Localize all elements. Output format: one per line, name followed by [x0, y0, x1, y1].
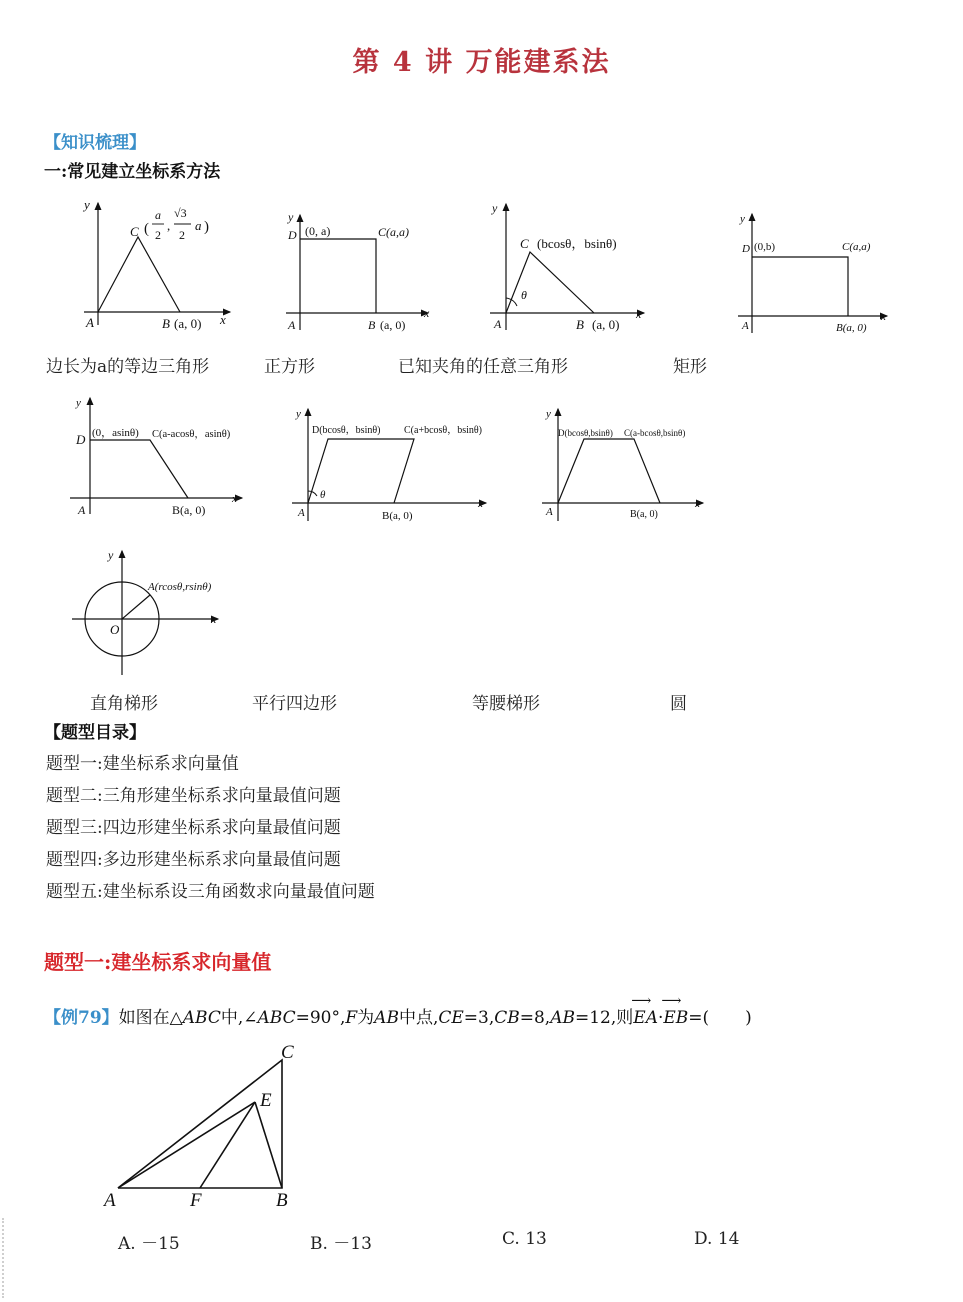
- point-b-label: B(a, 0): [836, 322, 867, 334]
- point-e-label: E: [260, 1090, 272, 1111]
- point-c-label: C: [281, 1042, 294, 1063]
- vector-ea: ⟶ EA: [633, 1008, 658, 1028]
- fig-right-trapezoid: [64, 392, 254, 520]
- vector-eb: ⟶ EB: [663, 1008, 688, 1028]
- caption-rectangle: 矩形: [673, 357, 707, 377]
- fig-rectangle: [732, 208, 892, 340]
- segment-ab: AB: [374, 1008, 399, 1028]
- x-axis-label: x: [211, 612, 217, 626]
- point-c-label: C(a,a): [378, 225, 409, 239]
- point-b-coord: (a, 0): [174, 316, 202, 331]
- point-b-label: B(a, 0): [172, 503, 206, 517]
- point-a-label: A: [742, 320, 749, 332]
- dot-operator: ·: [657, 1008, 664, 1028]
- y-axis-label: y: [492, 201, 498, 215]
- margin-dots: [2, 1218, 6, 1298]
- point-d-label: D(bcosθ，bsinθ): [312, 425, 381, 436]
- point-c-label: C(a+bcosθ，bsinθ): [404, 425, 482, 436]
- x-axis-label: x: [232, 493, 237, 505]
- catalog-item: 题型二:三角形建坐标系求向量最值问题: [46, 786, 341, 806]
- point-c-label: C: [130, 224, 139, 239]
- x-axis-label: x: [424, 306, 430, 320]
- frac-sqrt3: √3: [174, 206, 187, 220]
- angle-theta: θ: [320, 489, 326, 501]
- example-text: 如图在△: [118, 1008, 183, 1028]
- example-text: =(: [688, 1008, 710, 1028]
- catalog-item: 题型五:建坐标系设三角函数求向量最值问题: [46, 882, 375, 902]
- point-c-label: C: [520, 236, 529, 251]
- caption-right-trapezoid: 直角梯形: [90, 694, 158, 714]
- fig-equilateral-triangle: [70, 195, 250, 340]
- point-a-label: A: [104, 1190, 116, 1211]
- example-text: ): [745, 1008, 752, 1028]
- point-b-coord: (a, 0): [380, 318, 406, 332]
- point-a-label: A: [494, 317, 502, 331]
- y-axis-label: y: [546, 408, 551, 420]
- x-axis-label: x: [220, 312, 226, 327]
- fig-arbitrary-triangle: [484, 198, 654, 340]
- x-axis-label: x: [478, 498, 483, 510]
- option-c[interactable]: C. 13: [502, 1229, 547, 1249]
- point-c-label: C(a,a): [842, 241, 871, 253]
- point-d-label: D(bcosθ,bsinθ): [558, 428, 613, 438]
- example-triangle-figure: [100, 1040, 310, 1212]
- origin-label: O: [110, 622, 120, 637]
- catalog-header: 【题型目录】: [44, 723, 146, 743]
- segment-ce: CE: [438, 1008, 464, 1028]
- catalog-item: 题型一:建坐标系求向量值: [46, 754, 239, 774]
- point-d-label: D: [76, 432, 86, 447]
- page-title: 第 4 讲 万能建系法: [352, 47, 611, 78]
- y-axis-label: y: [288, 210, 294, 224]
- x-axis-label: x: [695, 498, 700, 510]
- point-c-label: C(a-bcosθ,bsinθ): [624, 428, 686, 438]
- caption-equilateral: 边长为a的等边三角形: [46, 357, 210, 377]
- caption-arbitrary-triangle: 已知夹角的任意三角形: [398, 357, 568, 377]
- y-axis-label: y: [740, 213, 745, 225]
- point-a-label: A(rcosθ,rsinθ): [148, 581, 212, 593]
- example-text: 中点,: [398, 1008, 439, 1028]
- point-b-label: B: [276, 1190, 288, 1211]
- angle-theta: θ: [521, 288, 527, 302]
- point-a-label: A: [546, 506, 553, 518]
- point-a-label: A: [78, 503, 86, 517]
- point-c-label: C(a-acosθ，asinθ): [152, 429, 231, 440]
- option-d[interactable]: D. 14: [694, 1229, 740, 1249]
- point-a-label: A: [288, 318, 296, 332]
- fig-circle: [68, 545, 238, 680]
- frac-denominator: 2: [155, 228, 161, 242]
- option-b[interactable]: B. －13: [310, 1234, 372, 1254]
- fig-isosceles-trapezoid: [538, 405, 718, 523]
- frac-numerator: a: [155, 208, 161, 222]
- triangle-abc: ABC: [182, 1008, 221, 1028]
- comma: ,: [167, 218, 171, 233]
- knowledge-header: 【知识梳理】: [44, 133, 146, 153]
- paren-right: ): [204, 219, 209, 235]
- section1-heading: 一:常见建立坐标系方法: [44, 162, 221, 182]
- x-axis-label: x: [636, 307, 642, 321]
- example-text: 为: [357, 1008, 375, 1028]
- point-d-coord: (0，asinθ): [92, 427, 139, 439]
- y-axis-label: y: [296, 408, 301, 420]
- y-axis-label: y: [108, 548, 114, 562]
- catalog-item: 题型三:四边形建坐标系求向量最值问题: [46, 818, 341, 838]
- example-text: 中,∠: [220, 1008, 258, 1028]
- example-text: =3,: [463, 1008, 495, 1028]
- point-b-coord: (a, 0): [592, 317, 620, 332]
- point-a-label: A: [298, 507, 305, 519]
- x-axis-label: x: [881, 311, 886, 323]
- fig-square: [278, 205, 438, 340]
- example-tag: 【例79】: [44, 1008, 119, 1028]
- point-c-coord: (bcosθ，bsinθ): [537, 236, 617, 251]
- segment-ab: AB: [550, 1008, 575, 1028]
- coord-a: a: [195, 218, 202, 233]
- point-f: F: [345, 1008, 358, 1028]
- point-b-label: B(a, 0): [382, 510, 413, 522]
- example-text: =12,则: [575, 1008, 634, 1028]
- example-79: [44, 1003, 752, 1028]
- point-a-label: A: [86, 315, 94, 330]
- caption-isosceles-trapezoid: 等腰梯形: [472, 694, 540, 714]
- example-text: =90°,: [295, 1008, 346, 1028]
- angle-abc: ABC: [257, 1008, 296, 1028]
- paren-left: (: [144, 221, 149, 237]
- point-d-label: D: [288, 228, 297, 242]
- point-d-coord: (0,b): [754, 241, 776, 253]
- caption-parallelogram: 平行四边形: [252, 694, 337, 714]
- point-b-label: B: [368, 318, 376, 332]
- point-d-coord: (0, a): [305, 224, 331, 238]
- example-text: =8,: [519, 1008, 551, 1028]
- point-d-label: D: [742, 243, 750, 255]
- y-axis-label: y: [76, 397, 81, 409]
- y-axis-label: y: [84, 197, 90, 212]
- caption-circle: 圆: [670, 694, 687, 714]
- catalog-item: 题型四:多边形建坐标系求向量最值问题: [46, 850, 341, 870]
- point-f-label: F: [190, 1190, 202, 1211]
- frac-denominator-2: 2: [179, 228, 185, 242]
- caption-square: 正方形: [264, 357, 315, 377]
- fig-parallelogram: [288, 405, 498, 523]
- option-a[interactable]: A. －15: [118, 1234, 180, 1254]
- point-b-label: B(a, 0): [630, 509, 658, 520]
- point-b-label: B: [162, 316, 170, 331]
- point-b-label: B: [576, 317, 584, 332]
- segment-cb: CB: [494, 1008, 520, 1028]
- type1-heading: 题型一:建坐标系求向量值: [44, 950, 272, 974]
